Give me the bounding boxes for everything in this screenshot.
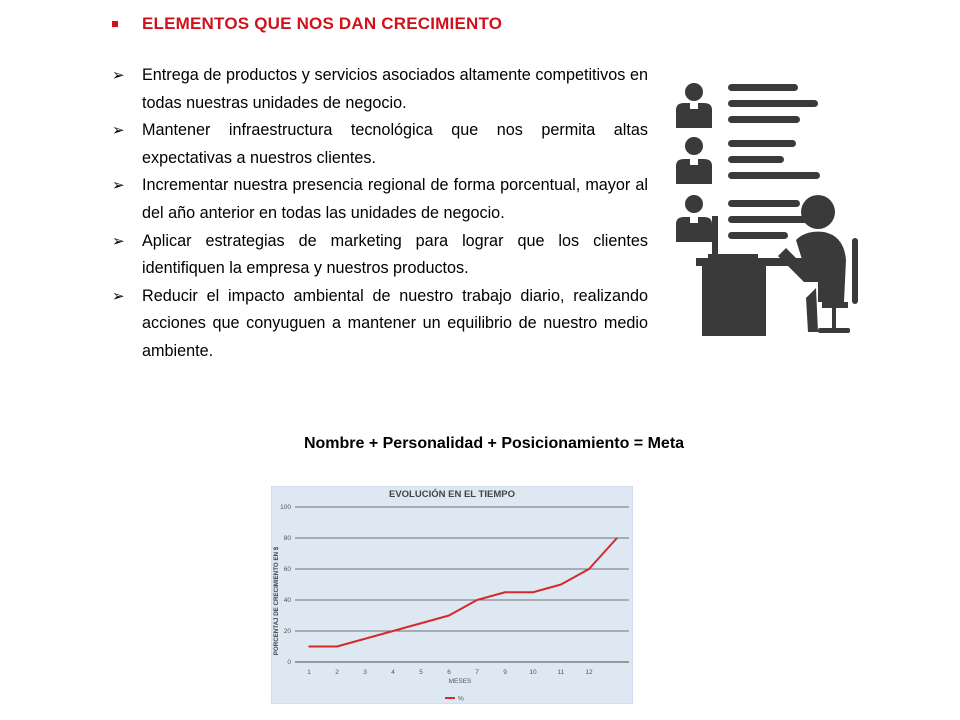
data-point [616, 537, 618, 539]
x-tick-label: 7 [475, 669, 479, 676]
list-item: ➢ Aplicar estrategias de marketing para lograr que los clientes identifiquen la empresa y nuestros productos. [112, 228, 648, 283]
y-tick-label: 40 [283, 597, 291, 605]
arrow-bullet-icon: ➢ [112, 177, 125, 195]
office-worker-illustration [668, 70, 868, 340]
x-tick-label: 1 [307, 669, 311, 676]
section-header [112, 14, 502, 34]
data-point [392, 630, 394, 632]
section-title: ELEMENTOS QUE NOS DAN CRECIMIENTO [142, 14, 503, 33]
y-tick-label: 60 [283, 566, 291, 574]
arrow-bullet-icon: ➢ [112, 122, 125, 140]
data-point [588, 568, 590, 570]
list-item: ➢ Reducir el impacto ambiental de nuestro trabajo diario, realizando acciones que conyuguen a mantener un equilibrio de nuestro medio ambiente. [112, 283, 648, 366]
x-axis-label: MESES [448, 678, 472, 685]
data-point [336, 646, 338, 648]
y-tick-label: 0 [287, 659, 291, 667]
y-tick-label: 80 [283, 535, 291, 543]
x-tick-label: 5 [419, 669, 423, 676]
data-point [420, 622, 422, 624]
y-axis-label: PORCENTAJ DE CRECIMIENTO EN $ [273, 546, 280, 656]
x-tick-label: 9 [503, 669, 507, 676]
growth-chart [271, 486, 633, 704]
x-tick-label: 6 [447, 669, 451, 676]
square-bullet-icon [112, 21, 118, 27]
data-point [560, 584, 562, 586]
x-tick-label: 3 [363, 669, 367, 676]
bullet-list [112, 62, 648, 366]
y-tick-label: 100 [280, 504, 291, 512]
arrow-bullet-icon: ➢ [112, 67, 125, 84]
y-tick-label: 20 [283, 628, 291, 636]
x-tick-label: 2 [335, 669, 339, 676]
x-tick-label: 10 [529, 669, 537, 676]
arrow-bullet-icon: ➢ [112, 287, 125, 305]
data-point [308, 646, 310, 648]
data-point [504, 591, 506, 593]
x-tick-label: 11 [557, 669, 565, 676]
chart-background [271, 486, 633, 704]
data-point [532, 591, 534, 593]
arrow-bullet-icon: ➢ [112, 232, 125, 250]
list-item: ➢ Mantener infraestructura tecnológica que nos permita altas expectativas a nuestros clientes. [112, 117, 648, 172]
formula-heading: Nombre + Personalidad + Posicionamiento = Meta [303, 435, 685, 452]
list-item: ➢ Incrementar nuestra presencia regional de forma porcentual, mayor al del año anterior en todas las unidades de negocio. [112, 172, 648, 227]
chart-canvas [271, 486, 633, 704]
data-point [476, 599, 478, 601]
x-tick-label: 12 [585, 669, 593, 676]
data-point [364, 638, 366, 640]
legend-label: % [458, 695, 464, 703]
x-tick-label: 4 [391, 669, 395, 676]
chart-title: EVOLUCIÓN EN EL TIEMPO [389, 489, 515, 500]
data-point [448, 615, 450, 617]
list-item: ➢ Entrega de productos y servicios asociados altamente competitivos en todas nuestras unidades de negocio. [112, 62, 648, 117]
